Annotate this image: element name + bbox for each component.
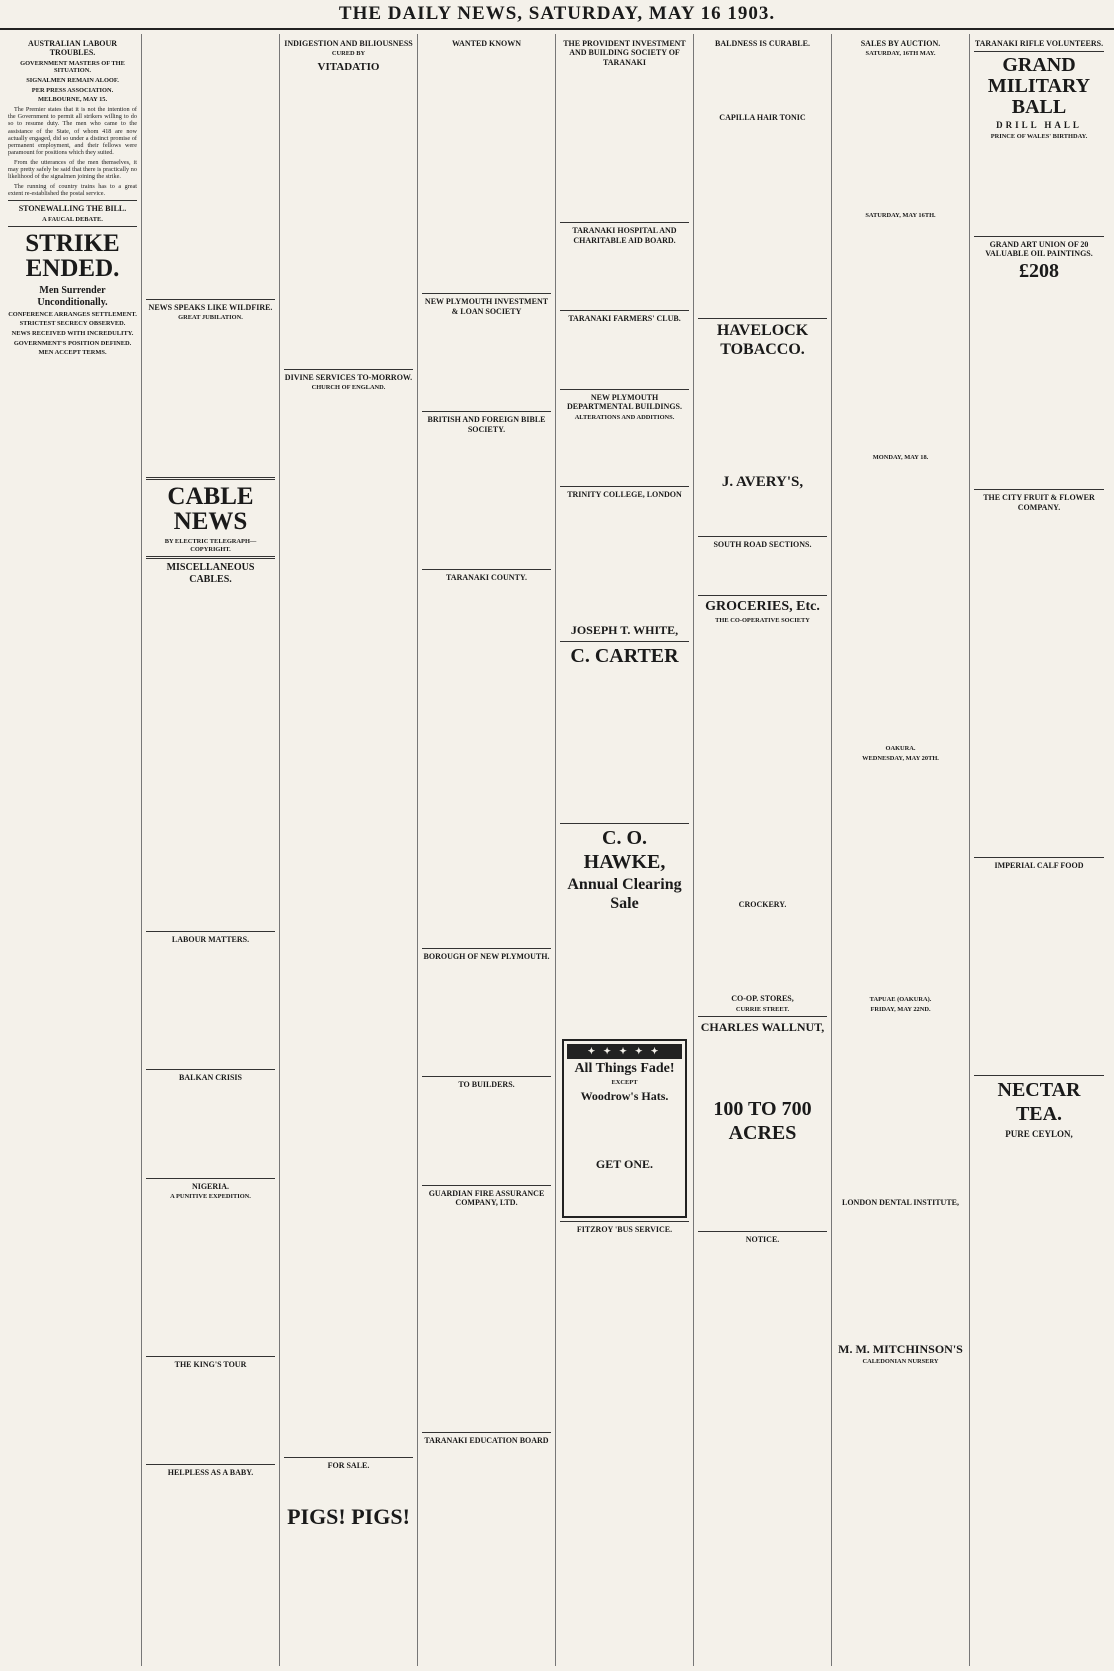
subheadline: MONDAY, MAY 18. [872, 453, 929, 461]
subheadline: PRINCE OF WALES' BIRTHDAY. [990, 133, 1088, 141]
advertiser-name: M. M. MITCHINSON'S [838, 1341, 963, 1356]
masthead [0, 0, 1114, 30]
subheadline: EXCEPT [611, 1079, 638, 1087]
headline: WANTED KNOWN [451, 39, 522, 48]
subheadline: WEDNESDAY, MAY 20TH. [862, 754, 939, 762]
headline: NEWS SPEAKS LIKE WILDFIRE. [148, 303, 273, 312]
subheadline: SATURDAY, 16TH MAY. [865, 50, 936, 58]
headline: BALKAN CRISIS [179, 1073, 242, 1083]
article-paragraph: The running of country trains has to a great extent re-established the postal service. [8, 182, 137, 198]
subheadline: GOVERNMENT MASTERS OF THE SITUATION. [20, 59, 125, 75]
ornament-bar: ✦ ✦ ✦ ✦ ✦ [567, 1044, 682, 1059]
headline: TARANAKI HOSPITAL AND CHARITABLE AID BOARD. [572, 226, 677, 245]
headline: TARANAKI RIFLE VOLUNTEERS. [974, 39, 1104, 48]
headline: TO BUILDERS. [458, 1080, 515, 1090]
subheadline: MEN ACCEPT TERMS. [38, 349, 107, 357]
headline: FOR SALE. [327, 1460, 370, 1470]
subheadline: OAKURA. [885, 745, 916, 753]
headline: THE PROVIDENT INVESTMENT AND BUILDING SOCIETY OF TARANAKI [563, 39, 686, 67]
headline: BALDNESS IS CURABLE. [715, 39, 810, 48]
column-5 [556, 34, 694, 1666]
brand-name: VITADATIO [317, 60, 380, 73]
subheadline: ALTERATIONS AND ADDITIONS. [574, 413, 675, 421]
article-paragraph: The Premier states that it is not the intention of the Government to permit all strikers willing to do so to resume duty. The men who came to the assistance of the State, of whom 418 are now actually engaged, did so under a distinct promise of permanent employment, and their fellows were paramount for positions which they suited. [8, 105, 137, 157]
subheadline: FRIDAY, MAY 22ND. [870, 1005, 931, 1013]
newspaper-title: THE DAILY NEWS, SATURDAY, MAY 16 1903. [338, 3, 776, 24]
headline: STONEWALLING THE BILL. [18, 204, 127, 214]
subheadline: CURED BY [331, 50, 366, 58]
subheadline: PURE CEYLON, [1005, 1128, 1073, 1139]
headline: THE KING'S TOUR [174, 1359, 247, 1369]
headline: NEW PLYMOUTH INVESTMENT & LOAN SOCIETY [424, 297, 549, 316]
headline: AUSTRALIAN LABOUR TROUBLES. [27, 39, 118, 58]
headline: LONDON DENTAL INSTITUTE, [842, 1198, 959, 1208]
advertiser-name: JOSEPH T. WHITE, [570, 623, 679, 638]
subheadline: SIGNALMEN REMAIN ALOOF. [26, 76, 119, 84]
column-4 [418, 34, 556, 1666]
brand-name: HAVELOCK TOBACCO. [716, 321, 809, 358]
headline: CAPILLA HAIR TONIC [719, 113, 806, 123]
headline: FITZROY 'BUS SERVICE. [576, 1225, 673, 1235]
woodrows-hats-ad [562, 1039, 687, 1218]
headline: BOROUGH OF NEW PLYMOUTH. [423, 951, 550, 961]
headline: THE CITY FRUIT & FLOWER COMPANY. [983, 493, 1095, 512]
headline: SALES BY AUCTION. [860, 39, 941, 48]
subheadline: A FAUCAL DEBATE. [42, 215, 103, 223]
headline: TARANAKI COUNTY. [446, 573, 527, 583]
headline: NIGERIA. [191, 1181, 230, 1191]
column-1 [4, 34, 142, 1666]
column-7 [832, 34, 970, 1666]
ad-headline: GRAND MILITARY BALL [987, 54, 1091, 119]
column-6 [694, 34, 832, 1666]
subheadline: SATURDAY, MAY 16TH. [865, 211, 936, 219]
ad-headline: Annual Clearing Sale [567, 876, 682, 913]
ad-headline: GET ONE. [595, 1157, 654, 1171]
headline: NOTICE. [745, 1234, 780, 1244]
agency-line: PER PRESS ASSOCIATION. [31, 86, 114, 94]
headline: DIVINE SERVICES TO-MORROW. [284, 372, 413, 382]
article-paragraph: From the utterances of the men themselves, it may pretty safely be said that there is practically no likelihood of the signalmen joining the strike. [8, 158, 137, 181]
subheadline: THE CO-OPERATIVE SOCIETY [715, 617, 810, 625]
headline: TARANAKI FARMERS' CLUB. [568, 314, 681, 324]
brand-name: Woodrow's Hats. [580, 1088, 669, 1103]
headline: SOUTH ROAD SECTIONS. [713, 540, 812, 550]
subheadline: NEWS RECEIVED WITH INCREDULITY. [11, 330, 134, 338]
headline: MISCELLANEOUS CABLES. [166, 562, 255, 585]
headline: GRAND ART UNION OF 20 VALUABLE OIL PAINTINGS. [985, 239, 1093, 259]
subheadline: DRILL HALL [996, 120, 1082, 131]
headline: LABOUR MATTERS. [171, 934, 250, 944]
advertiser-name: C. O. HAWKE, [583, 827, 666, 873]
headline: INDIGESTION AND BILIOUSNESS [284, 39, 413, 48]
subheadline: CHURCH OF ENGLAND. [311, 384, 386, 392]
subheadline: CONFERENCE ARRANGES SETTLEMENT. [8, 310, 137, 318]
subheadline: BY ELECTRIC TELEGRAPH—COPYRIGHT. [164, 537, 257, 553]
subheadline: CALEDONIAN NURSERY [862, 1357, 939, 1365]
headline-cable-news: CABLE NEWS [167, 482, 254, 535]
subheadline: Men Surrender Unconditionally. [37, 285, 108, 309]
headline: BRITISH AND FOREIGN BIBLE SOCIETY. [427, 415, 546, 434]
subheadline: GREAT JUBILATION. [178, 314, 243, 322]
column-2 [142, 34, 280, 1666]
headline: TARANAKI EDUCATION BOARD [424, 1436, 549, 1446]
dateline: MELBOURNE, MAY 15. [37, 96, 108, 104]
headline: CO-OP. STORES, [731, 994, 794, 1004]
advertiser-name: C. CARTER [570, 644, 679, 667]
ad-headline: 100 TO 700 ACRES [713, 1098, 812, 1144]
headline: NEW PLYMOUTH DEPARTMENTAL BUILDINGS. [567, 392, 682, 412]
subheadline: A PUNITIVE EXPEDITION. [170, 1192, 251, 1200]
headline: TRINITY COLLEGE, LONDON [567, 490, 682, 500]
brand-name: NECTAR TEA. [997, 1079, 1081, 1125]
subheadline: CURRIE STREET. [735, 1005, 790, 1013]
advertiser-name: CHARLES WALLNUT, [700, 1020, 825, 1035]
headline-pigs: PIGS! PIGS! [287, 1504, 410, 1530]
column-8 [970, 34, 1108, 1666]
headline: GUARDIAN FIRE ASSURANCE COMPANY, LTD. [428, 1188, 545, 1207]
page-columns [4, 34, 1110, 1666]
ad-headline: All Things Fade! [574, 1060, 675, 1076]
ad-headline: GROCERIES, Etc. [705, 598, 820, 614]
headline: IMPERIAL CALF FOOD [994, 860, 1084, 870]
subheadline: GOVERNMENT'S POSITION DEFINED. [13, 339, 132, 347]
subheadline: STRICTEST SECRECY OBSERVED. [19, 320, 126, 328]
headline: HELPLESS AS A BABY. [167, 1467, 254, 1477]
prize-amount: £208 [1019, 260, 1059, 283]
headline: CROCKERY. [738, 899, 787, 909]
headline-strike-ended: STRIKE ENDED. [25, 230, 120, 283]
column-3 [280, 34, 418, 1666]
advertiser-name: J. AVERY'S, [721, 473, 804, 490]
subheadline: TAPUAE (OAKURA). [869, 996, 932, 1004]
